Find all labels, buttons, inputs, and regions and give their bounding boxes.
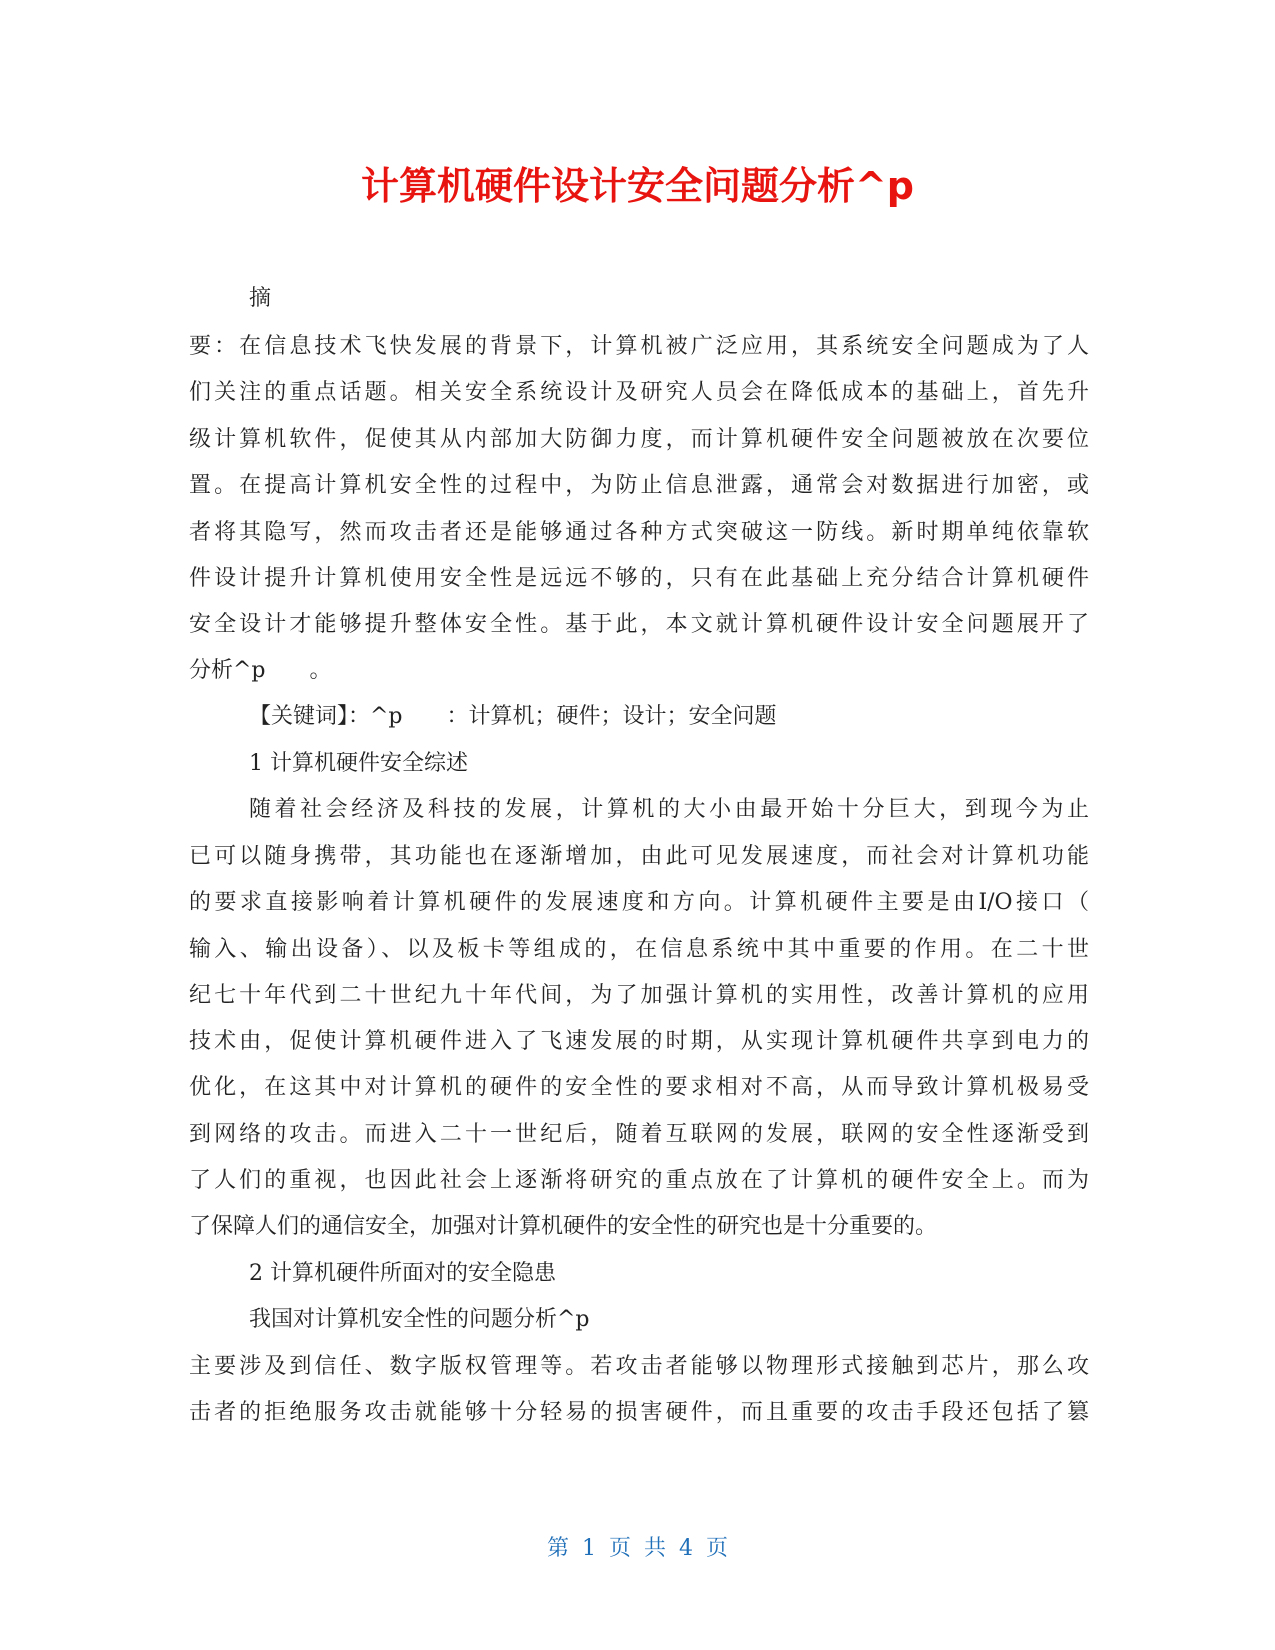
abstract-line: 者将其隐写，然而攻击者还是能够通过各种方式突破这一防线。新时期单纯依靠软: [189, 520, 1089, 545]
keywords: 【关键词】：^p ：计算机；硬件；设计；安全问题: [249, 704, 777, 729]
abstract-line: 安全设计才能够提升整体安全性。基于此，本文就计算机硬件设计安全问题展开了: [189, 612, 1089, 637]
section-1-line: 了人们的重视，也因此社会上逐渐将研究的重点放在了计算机的硬件安全上。而为: [189, 1168, 1089, 1193]
abstract-line: 们关注的重点话题。相关安全系统设计及研究人员会在降低成本的基础上，首先升: [189, 380, 1089, 405]
section-2-line: 主要涉及到信任、数字版权管理等。若攻击者能够以物理形式接触到芯片，那么攻: [189, 1354, 1089, 1379]
section-2-line: 击者的拒绝服务攻击就能够十分轻易的损害硬件，而且重要的攻击手段还包括了篡: [189, 1400, 1089, 1425]
section-1-line: 到网络的攻击。而进入二十一世纪后，随着互联网的发展，联网的安全性逐渐受到: [189, 1122, 1089, 1147]
section-1-line: 纪七十年代到二十世纪九十年代间，为了加强计算机的实用性，改善计算机的应用: [189, 983, 1089, 1008]
page-footer: 第 1 页 共 4 页: [547, 1536, 728, 1561]
abstract-line: 要：在信息技术飞快发展的背景下，计算机被广泛应用，其系统安全问题成为了人: [189, 334, 1089, 359]
section-1-line: 随着社会经济及科技的发展，计算机的大小由最开始十分巨大，到现今为止: [249, 797, 1089, 822]
section-1-line: 已可以随身携带，其功能也在逐渐增加，由此可见发展速度，而社会对计算机功能: [189, 844, 1089, 869]
abstract-label: 摘: [249, 286, 272, 311]
abstract-line: 级计算机软件，促使其从内部加大防御力度，而计算机硬件安全问题被放在次要位: [189, 427, 1089, 452]
document-title: 计算机硬件设计安全问题分析^p: [360, 164, 915, 208]
section-1-line: 了保障人们的通信安全，加强对计算机硬件的安全性的研究也是十分重要的。: [189, 1214, 938, 1239]
abstract-line: 件设计提升计算机使用安全性是远远不够的，只有在此基础上充分结合计算机硬件: [189, 566, 1089, 591]
section-2-lead: 我国对计算机安全性的问题分析^p: [249, 1307, 590, 1332]
section-1-heading: 1 计算机硬件安全综述: [249, 751, 468, 776]
section-1-line: 输入、输出设备）、以及板卡等组成的，在信息系统中其中重要的作用。在二十世: [189, 937, 1089, 962]
abstract-line: 置。在提高计算机安全性的过程中，为防止信息泄露，通常会对数据进行加密，或: [189, 473, 1089, 498]
abstract-line: 分析^p 。: [189, 658, 332, 683]
section-1-line: 技术由，促使计算机硬件进入了飞速发展的时期，从实现计算机硬件共享到电力的: [189, 1029, 1089, 1054]
section-2-heading: 2 计算机硬件所面对的安全隐患: [249, 1261, 556, 1286]
section-1-line: 优化，在这其中对计算机的硬件的安全性的要求相对不高，从而导致计算机极易受: [189, 1075, 1089, 1100]
section-1-line: 的要求直接影响着计算机硬件的发展速度和方向。计算机硬件主要是由I/O接口（: [189, 890, 1089, 915]
